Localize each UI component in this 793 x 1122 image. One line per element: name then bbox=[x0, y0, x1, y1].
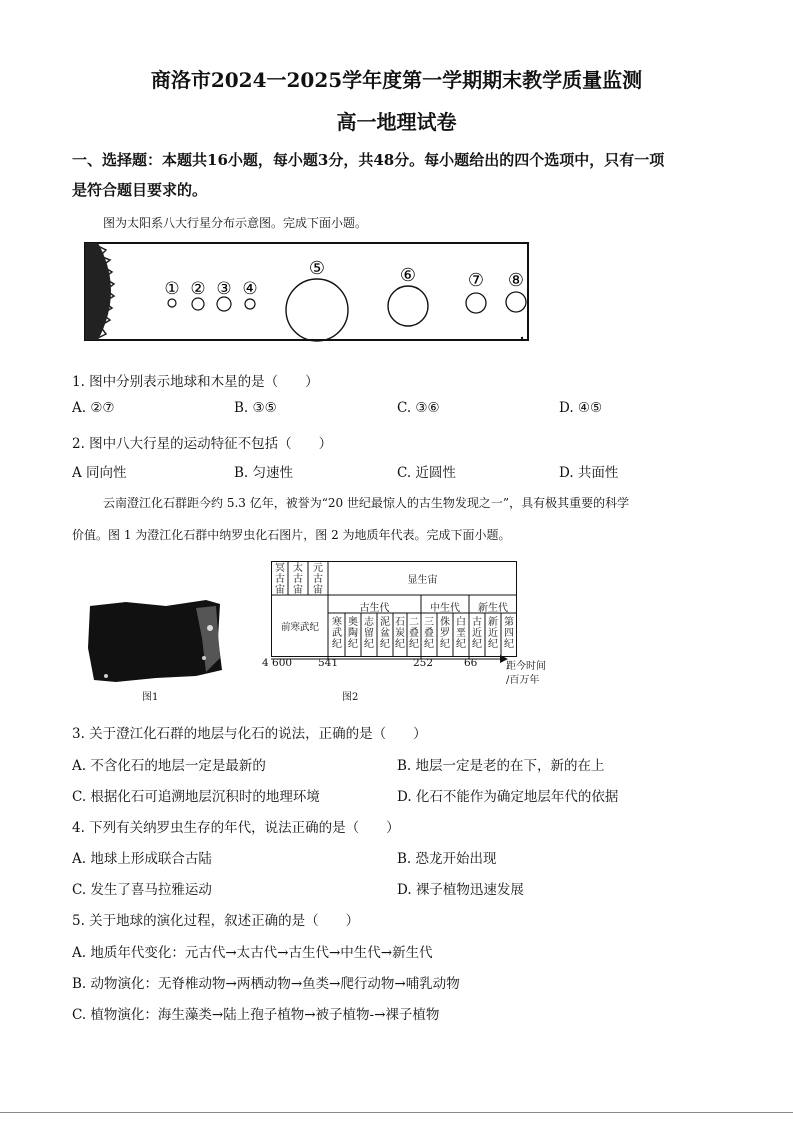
period-jurassic: 侏罗纪 bbox=[440, 617, 450, 650]
period-permian: 二叠纪 bbox=[409, 617, 419, 650]
axis-label-unit: /百万年 bbox=[506, 675, 540, 686]
q4-option-d[interactable]: D. 裸子植物迅速发展 bbox=[397, 882, 524, 898]
q1-option-a[interactable]: A. ②⑦ bbox=[72, 400, 115, 416]
q3-option-d[interactable]: D. 化石不能作为确定地层年代的依据 bbox=[397, 789, 619, 805]
planet-label-2: ② bbox=[190, 279, 206, 299]
fossil-image bbox=[86, 598, 224, 684]
tick-66: 66 bbox=[464, 657, 478, 669]
q1-option-d[interactable]: D. ④⑤ bbox=[559, 400, 603, 416]
planet-venus bbox=[192, 298, 204, 310]
period-cambrian: 寒武纪 bbox=[332, 617, 342, 650]
page-bottom-rule bbox=[0, 1112, 793, 1113]
planet-label-6: ⑥ bbox=[399, 265, 417, 286]
planet-uranus bbox=[466, 293, 486, 313]
period-silurian: 志留纪 bbox=[364, 617, 374, 650]
axis-label-time: 距今时间 bbox=[506, 661, 546, 672]
q4-option-a[interactable]: A. 地球上形成联合古陆 bbox=[72, 851, 212, 867]
section-heading-line2: 是符合题目要求的。 bbox=[72, 181, 208, 199]
period-ordovician: 奥陶纪 bbox=[348, 617, 358, 650]
planet-label-7: ⑦ bbox=[467, 270, 485, 291]
precambrian-label: 前寒武纪 bbox=[280, 622, 319, 633]
q2-option-a[interactable]: A 同向性 bbox=[72, 465, 127, 481]
planet-jupiter bbox=[286, 279, 348, 341]
geologic-time-table bbox=[271, 561, 517, 657]
planet-earth bbox=[217, 297, 231, 311]
planet-label-4: ④ bbox=[242, 279, 258, 299]
tick-541: 541 bbox=[318, 657, 339, 669]
intro-fossil-line2: 价值。图 1 为澄江化石群中纳罗虫化石图片，图 2 为地质年代表。完成下面小题。 bbox=[72, 528, 511, 542]
q4-option-b[interactable]: B. 恐龙开始出现 bbox=[397, 851, 497, 867]
planet-mars bbox=[245, 299, 255, 309]
q1-option-b[interactable]: B. ③⑤ bbox=[234, 400, 277, 416]
intro-planets: 图为太阳系八大行星分布示意图。完成下面小题。 bbox=[103, 216, 368, 230]
period-cretaceous: 白垩纪 bbox=[456, 617, 466, 650]
intro-fossil-line1: 云南澄江化石群距今约 5.3 亿年，被誉为“20 世纪最惊人的古生物发现之一”，具有极其重要的科学 bbox=[103, 496, 630, 510]
era-paleozoic: 古生代 bbox=[359, 603, 390, 614]
question-1-stem: 1. 图中分别表示地球和木星的是（ ） bbox=[72, 374, 319, 390]
eon-hadean: 冥古宙 bbox=[275, 563, 285, 596]
planet-label-3: ③ bbox=[216, 279, 232, 299]
planet-neptune bbox=[506, 292, 526, 312]
tick-252: 252 bbox=[413, 657, 434, 669]
q3-option-a[interactable]: A. 不含化石的地层一定是最新的 bbox=[72, 758, 266, 774]
planet-saturn bbox=[388, 286, 428, 326]
period-paleogene: 古近纪 bbox=[472, 617, 482, 650]
q3-option-b[interactable]: B. 地层一定是老的在下，新的在上 bbox=[397, 758, 605, 774]
question-2-stem: 2. 图中八大行星的运动特征不包括（ ） bbox=[72, 436, 333, 452]
section-heading-line1: 一、选择题：本题共16小题，每小题3分，共48分。每小题给出的四个选项中，只有一项 bbox=[72, 151, 665, 169]
figure-2-caption: 图2 bbox=[342, 692, 359, 703]
figure-1-caption: 图1 bbox=[142, 692, 159, 703]
planet-label-1: ① bbox=[164, 279, 180, 299]
era-cenozoic: 新生代 bbox=[478, 603, 508, 614]
planet-label-5: ⑤ bbox=[308, 258, 326, 279]
period-quaternary: 第四纪 bbox=[504, 617, 514, 650]
eon-phanerozoic: 显生宙 bbox=[407, 575, 438, 586]
q3-option-c[interactable]: C. 根据化石可追溯地层沉积时的地理环境 bbox=[72, 789, 320, 805]
period-devonian: 泥盆纪 bbox=[380, 617, 390, 650]
exam-title: 商洛市2024一2025学年度第一学期期末教学质量监测 bbox=[150, 68, 643, 92]
q2-option-c[interactable]: C. 近圆性 bbox=[397, 465, 456, 481]
q4-option-c[interactable]: C. 发生了喜马拉雅运动 bbox=[72, 882, 212, 898]
era-mesozoic: 中生代 bbox=[430, 603, 460, 614]
question-5-stem: 5. 关于地球的演化过程，叙述正确的是（ ） bbox=[72, 913, 360, 929]
planet-mercury bbox=[168, 299, 176, 307]
q2-option-b[interactable]: B. 匀速性 bbox=[234, 465, 294, 481]
question-4-stem: 4. 下列有关纳罗虫生存的年代，说法正确的是（ ） bbox=[72, 820, 400, 836]
planet-diagram bbox=[84, 240, 530, 344]
period-carboniferous: 石炭纪 bbox=[395, 617, 405, 650]
eon-proterozoic: 元古宙 bbox=[313, 563, 323, 596]
q5-option-a[interactable]: A. 地质年代变化：元古代→太古代→古生代→中生代→新生代 bbox=[72, 945, 433, 961]
period-triassic: 三叠纪 bbox=[424, 617, 434, 650]
exam-subtitle: 高一地理试卷 bbox=[336, 110, 457, 134]
q2-option-d[interactable]: D. 共面性 bbox=[559, 465, 619, 481]
tick-4600: 4 600 bbox=[262, 657, 293, 669]
q5-option-b[interactable]: B. 动物演化：无脊椎动物→两栖动物→鱼类→爬行动物→哺乳动物 bbox=[72, 976, 460, 992]
sun-icon bbox=[85, 243, 114, 340]
planet-label-8: ⑧ bbox=[507, 270, 525, 291]
eon-archean: 太古宙 bbox=[293, 563, 303, 596]
q5-option-c[interactable]: C. 植物演化：海生藻类→陆上孢子植物→被子植物-→裸子植物 bbox=[72, 1007, 440, 1023]
q1-option-c[interactable]: C. ③⑥ bbox=[397, 400, 440, 416]
question-3-stem: 3. 关于澄江化石群的地层与化石的说法，正确的是（ ） bbox=[72, 726, 427, 742]
period-neogene: 新近纪 bbox=[488, 617, 498, 650]
